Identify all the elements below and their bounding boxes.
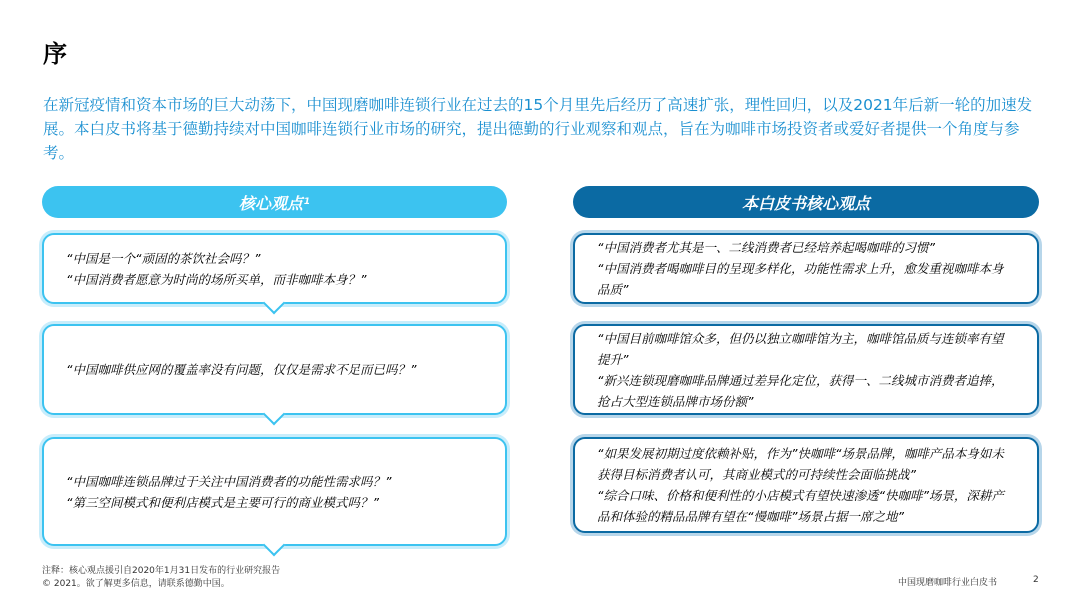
left-header-label: 核心观点 [238,193,303,213]
intro-paragraph: 在新冠疫情和资本市场的巨大动荡下，中国现磨咖啡连锁行业在过去的15个月里先后经历了高速扩张，理性回归，以及2021年后新一轮的加速发展。本白皮书将基于德勤持续对中国咖啡连锁行业市场的研究，提出德勤的行业观察和观点，旨在为咖啡市场投资者或爱好者提供一个角度与参考。 [43,96,1033,162]
right-card-1 [573,233,1039,304]
left-header-pill [42,186,507,218]
left-card-3-line-1: “中国咖啡连锁品牌过于关注中国消费者的功能性需求吗？” [66,473,392,489]
left-card-1 [42,233,507,304]
right-card-2-line-1: “中国目前咖啡馆众多，但仍以独立咖啡馆为主，咖啡馆品质与连锁率有望提升” [597,330,1004,367]
left-card-3 [42,437,507,546]
footnote: 注释：核心观点援引自2020年1月31日发布的行业研究报告 [42,566,281,576]
right-card-2 [573,324,1039,415]
right-header-label: 本白皮书核心观点 [741,193,870,213]
left-card-3-line-2: “第三空间模式和便利店模式是主要可行的商业模式吗？” [66,494,379,510]
card-pointer [262,403,285,426]
left-card-2-line-1: “中国咖啡供应网的覆盖率没有问题，仅仅是需求不足而已吗？” [66,362,417,377]
page-number: 2 [1033,575,1039,585]
page-title: 序 [43,40,68,68]
right-card-1-line-2: “中国消费者喝咖啡目的呈现多样化，功能性需求上升，愈发重视咖啡本身品质” [597,261,1004,297]
right-card-3-line-1: “如果发展初期过度依赖补贴，作为”快咖啡“场景品牌，咖啡产品本身如未获得目标消费者认可，其商业模式的可持续性会面临挑战” [597,446,1004,482]
left-card-1-line-1: “中国是一个“顽固的茶饮社会吗？” [66,250,261,266]
card-pointer [262,292,285,315]
right-card-2-line-2: “新兴连锁现磨咖啡品牌通过差异化定位，获得一、二线城市消费者追捧，抢占大型连锁品牌市场份额” [597,372,1004,409]
right-card-1-line-1: “中国消费者尤其是一、二线消费者已经培养起喝咖啡的习惯” [597,240,935,255]
left-card-2 [42,324,507,415]
right-card-3-line-2: “综合口味、价格和便利性的小店模式有望快速渗透“快咖啡”场景，深耕产品和体验的精品品牌有望在“慢咖啡”场景占据一席之地” [597,488,1004,524]
document-title: 中国现磨咖啡行业白皮书 [898,578,998,588]
right-header-pill [573,186,1039,218]
right-card-3 [573,437,1039,533]
copyright: © 2021。欲了解更多信息，请联系德勤中国。 [42,579,230,589]
left-header-footnote-mark: 1 [303,197,311,207]
left-card-1-line-2: “中国消费者愿意为时尚的场所买单，而非咖啡本身？” [66,271,367,287]
card-pointer [262,534,285,557]
